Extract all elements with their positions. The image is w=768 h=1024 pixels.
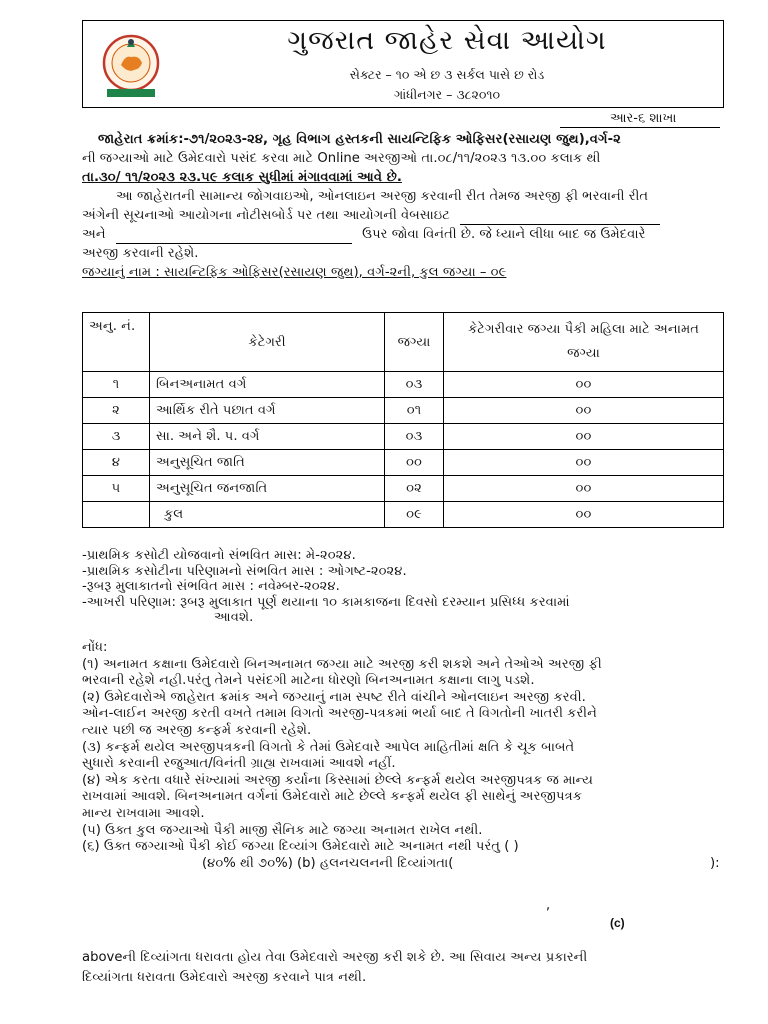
table-row <box>83 398 724 424</box>
org-city: ગાંધીનગર – ૩૮૨૦૧૦ <box>393 87 501 102</box>
table-header-women-reserved: કેટેગરીવાર જગ્યા પૈકી મહિલા માટે અનામત જગ્યા <box>444 313 724 372</box>
table-cell-women: ૦૦ <box>444 398 724 424</box>
table-cell-posts: ૦૨ <box>385 476 444 502</box>
note-line: (૧) અનામત કક્ષાના ઉમેદવારો બિનઅનામત જગ્યા માટે અરજી કરી શકશે અને તેઓએ અરજી ફી <box>82 656 602 672</box>
table-row <box>83 372 724 398</box>
note-line: ત્યાર પછી જ અરજી કન્ફર્મ કરવાની રહેશે. <box>82 722 312 738</box>
table-cell-sr: ૪ <box>83 450 150 476</box>
note-6-c-label: (c) <box>610 916 625 930</box>
table-header-sr: અનુ. નં. <box>83 313 150 372</box>
note-6-text: (૪૦% થી ૭૦%) (b) હલનચલનની દિવ્યાંગતા( <box>202 855 454 871</box>
table-cell-category: સા. અને શૈ. પ. વર્ગ <box>150 424 385 450</box>
schedule-list <box>82 548 724 626</box>
table-cell-women: ૦૦ <box>444 476 724 502</box>
table-cell-women: ૦૦ <box>444 372 724 398</box>
table-cell-sr: ૫ <box>83 476 150 502</box>
table-row <box>83 450 724 476</box>
table-cell-posts: ૦૦ <box>385 450 444 476</box>
closing-paragraph <box>82 948 724 988</box>
org-address: સેક્ટર – ૧૦ એ છ ૩ સર્કલ પાસે છ રોડ <box>349 67 545 82</box>
table-header-posts: જગ્યા <box>385 313 444 372</box>
website-blank-1 <box>460 210 660 225</box>
intro-line-2: ની જગ્યાઓ માટે ઉમેદવારો પસંદ કરવા માટે Online અરજીઓ તા.૦૮/૧૧/૨૦૨૩ ૧૩.૦૦ કલાક થી <box>82 151 601 166</box>
note-line: (૬) ઉક્ત જગ્યાઓ પૈકી કોઈ જગ્યા દિવ્યાંગ ઉમેદવારો માટે અનામત નથી પરંતુ ( ) <box>82 839 519 855</box>
intro-line-1: જાહેરાત ક્રમાંક:-૭૧/૨૦૨૩-૨૪, ગૃહ વિભાગ હસ્તકની સાયન્ટિફિક ઓફિસર(રસાયણ જુથ),વર્ગ-૨ <box>98 132 621 147</box>
intro-line-7: અરજી કરવાની રહેશે. <box>82 246 199 261</box>
table-cell-category: અનુસૂચિત જનજાતિ <box>150 476 385 502</box>
table-cell-posts: ૦૩ <box>385 372 444 398</box>
note-line: ઓન-લાઈન અરજી કરતી વખતે તમામ વિગતો અરજી-પત્રકમાં ભર્યા બાદ તે વિગતોની ખાતરી કરીને <box>82 706 597 722</box>
intro-line-6 <box>82 225 724 244</box>
table-cell-category: બિનઅનામત વર્ગ <box>150 372 385 398</box>
gpsc-emblem-icon <box>93 27 169 103</box>
intro-paragraph <box>82 130 724 282</box>
closing-line: દિવ્યાંગતા ધરાવતા ઉમેદવારો અરજી કરવાને પાત્ર નથી. <box>82 970 367 985</box>
intro-line-6-and: અને <box>82 227 106 242</box>
intro-line-3: તા.૩૦/ ૧૧/૨૦૨૩ ૨૩.૫૯ કલાક સુધીમાં મંગાવવામાં આવે છે. <box>82 170 402 185</box>
note-line: (૨) ઉમેદવારોએ જાહેરાત ક્રમાંક અને જગ્યાનું નામ સ્પષ્ટ રીતે વાંચીને ઓનલાઇન અરજી કરવી. <box>82 689 586 705</box>
category-table <box>82 312 724 528</box>
schedule-item: -રૂબરૂ મુલાકાતનો સંભવિત માસ : નવેમ્બર-૨૦૨૪. <box>82 579 340 595</box>
note-line: (૩) કન્ફર્મ થયેલ અરજીપત્રકની વિગતો કે તેમાં ઉમેદવારે આપેલ માહિતીમાં ક્ષતિ કે ચૂક બાબતે <box>82 739 575 755</box>
table-total-row <box>83 502 724 528</box>
table-header-category: કેટેગરી <box>150 313 385 372</box>
stray-mark: , <box>546 898 551 913</box>
org-title: ગુજરાત જાહેર સેવા આયોગ <box>287 25 607 56</box>
note-line: (૪) એક કરતા વધારે સંખ્યામાં અરજી કર્યાના કિસ્સામાં છેલ્લે કન્ફર્મ થયેલ અરજીપત્રક જ માન્ય <box>82 772 594 788</box>
note-6-end: ): <box>710 855 720 871</box>
table-cell-category: અનુસૂચિત જાતિ <box>150 450 385 476</box>
schedule-item: -પ્રાથમિક કસોટીના પરિણામનો સંભવિત માસ : ઓગષ્ટ-૨૦૨૪. <box>82 563 407 579</box>
table-cell-sr <box>83 502 150 528</box>
table-row <box>83 424 724 450</box>
note-line: ભરવાની રહેશે નહી.પરંતુ તેમને પસંદગી માટેના ધોરણો બિનઅનામત કક્ષાના લાગુ પડશે. <box>82 673 535 689</box>
table-cell-category: આર્થિક રીતે પછાત વર્ગ <box>150 398 385 424</box>
intro-line-4: આ જાહેરાતની સામાન્ય જોગવાઇઓ, ઓનલાઇન અરજી કરવાની રીત તેમજ અરજી ફી ભરવાની રીત <box>116 189 649 204</box>
table-cell-posts: ૦૯ <box>385 502 444 528</box>
note-line: (૫) ઉક્ત કુલ જગ્યાઓ પૈકી માજી સૈનિક માટે જગ્યા અનામત રાખેલ નથી. <box>82 822 483 838</box>
note-6-continuation <box>82 856 724 873</box>
schedule-item: -આખરી પરિણામ: રૂબરૂ મુલાકાત પૂર્ણ થયાના ૧૦ કામકાજના દિવસો દરમ્યાન પ્રસિધ્ધ કરવામાં <box>82 594 570 610</box>
table-cell-posts: ૦૩ <box>385 424 444 450</box>
schedule-item: -પ્રાથમિક કસોટી યોજવાનો સંભવિત માસ: મે-૨૦૨૪. <box>82 548 356 563</box>
intro-line-5-text: અંગેની સૂચનાઓ આયોગના નોટીસબોર્ડ પર તથા આયોગની વેબસાઇટ <box>82 208 450 223</box>
notes-title: નોંધ: <box>82 640 108 655</box>
table-cell-women: ૦૦ <box>444 450 724 476</box>
intro-line-5 <box>82 206 724 225</box>
website-blank-2 <box>116 229 352 244</box>
schedule-item: આવશે. <box>214 610 254 626</box>
table-cell-women: ૦૦ <box>444 502 724 528</box>
note-line: સુધારો કરવાની રજુઆત/વિનંતી ગ્રાહ્ય રાખવામાં આવશે નહીં. <box>82 756 396 772</box>
table-cell-sr: ૧ <box>83 372 150 398</box>
notes-section <box>82 640 724 872</box>
closing-line: aboveની દિવ્યાંગતા ધરાવતા હોય તેવા ઉમેદવારો અરજી કરી શકે છે. આ સિવાય અન્ય પ્રકારની <box>82 950 588 965</box>
note-line: માન્ય રાખવામા આવશે. <box>82 805 205 821</box>
note-line: રાખવામાં આવશે. બિનઅનામત વર્ગનાં ઉમેદવારો માટે છેલ્લે કન્ફર્મ થયેલ ફી સાથેનું અરજીપત્રક <box>82 789 583 805</box>
table-header-row <box>83 313 724 372</box>
branch-underline <box>560 127 720 128</box>
intro-line-6-text: ઉપર જોવા વિનંતી છે. જે ધ્યાને લીધા બાદ જ ઉમેદવારે <box>362 227 646 242</box>
post-name-line: જગ્યાનું નામ : સાયન્ટિફિક ઓફિસર(રસાયણ જુથ), વર્ગ-૨ની, કુલ જગ્યા – ૦૯ <box>82 265 507 280</box>
table-cell-posts: ૦૧ <box>385 398 444 424</box>
table-row <box>83 476 724 502</box>
table-cell-women: ૦૦ <box>444 424 724 450</box>
header-box <box>82 20 724 108</box>
table-cell-category: કુલ <box>150 502 385 528</box>
table-cell-sr: ૨ <box>83 398 150 424</box>
branch-label: આર-૬ શાખા <box>610 111 677 126</box>
table-cell-sr: ૩ <box>83 424 150 450</box>
